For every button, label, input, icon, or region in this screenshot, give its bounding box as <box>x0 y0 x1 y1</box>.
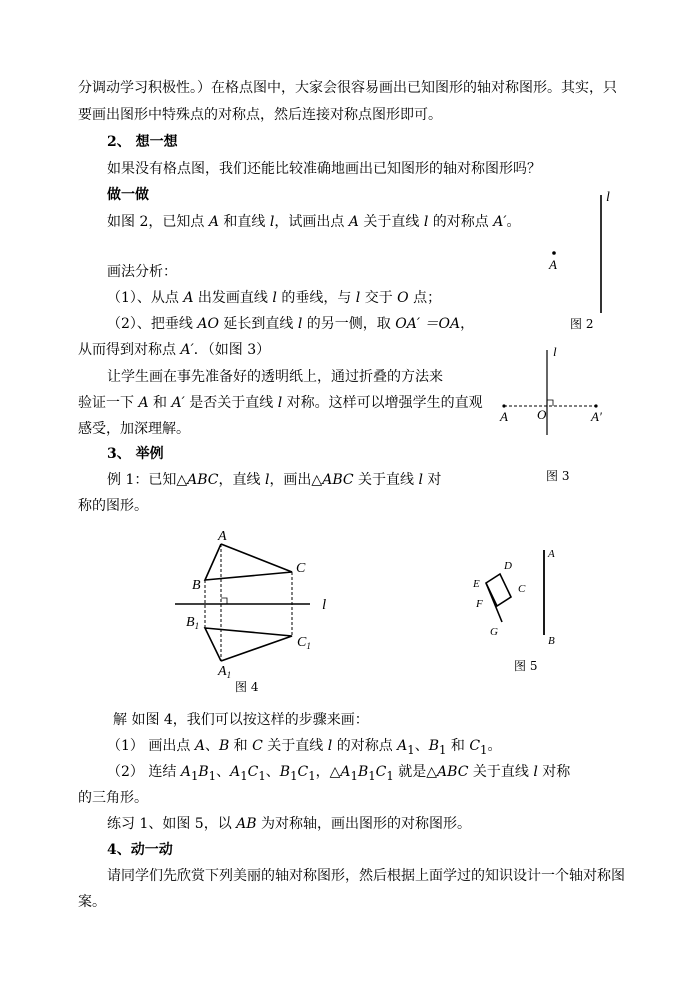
step-3 <box>78 340 270 360</box>
b1-sub: 1 <box>194 621 200 631</box>
var: A′ <box>180 342 194 358</box>
txt: 例 1：已知△ <box>107 472 188 488</box>
label-o: O <box>537 407 547 422</box>
solution-step-2 <box>107 762 570 786</box>
txt: 关于直线 <box>358 214 424 230</box>
var: A <box>194 738 205 754</box>
txt: （2） 连结 <box>107 764 181 780</box>
caption-fig3: 图 3 <box>546 469 570 483</box>
label-a: A <box>549 257 557 272</box>
figure-3 <box>490 340 620 470</box>
var: A <box>230 764 241 780</box>
heading-activity: 4、动一动 <box>107 842 173 858</box>
var: ABC <box>187 472 219 488</box>
label-b: B <box>548 635 555 647</box>
point-a <box>502 404 505 407</box>
var: l <box>272 290 277 306</box>
var: B <box>279 764 291 780</box>
txt: 就是△ <box>393 764 438 780</box>
heading-do: 做一做 <box>107 187 149 203</box>
txt: 、 <box>204 738 219 754</box>
exercise-1 <box>107 814 471 834</box>
var-l: l <box>423 214 429 230</box>
txt: 的对称点 <box>332 738 398 754</box>
point-a-prime <box>594 404 597 407</box>
sub: 1 <box>308 768 316 783</box>
flag-pole <box>486 583 502 622</box>
sub: 1 <box>258 768 266 783</box>
txt: 、 <box>265 764 280 780</box>
example-1-line-1 <box>107 470 441 490</box>
txt: （2）、把垂线 <box>107 316 198 332</box>
var: l <box>327 738 333 754</box>
sub: 1 <box>240 768 248 783</box>
var: B <box>357 764 369 780</box>
var: l <box>355 290 361 306</box>
txt: 关于直线 <box>262 738 328 754</box>
var: A <box>138 395 149 411</box>
txt: 如图 2，已知点 <box>107 214 209 230</box>
label-a: A <box>218 529 227 544</box>
label-c: C <box>518 583 526 595</box>
sub: 1 <box>350 768 358 783</box>
c1-sub: 1 <box>306 641 311 651</box>
txt: 练习 1、如图 5，以 <box>107 816 237 832</box>
txt: ．（如图 3） <box>193 342 271 358</box>
label-b1 <box>186 615 199 631</box>
flag-shape <box>486 574 511 606</box>
caption-fig4: 图 4 <box>235 680 259 694</box>
var: C <box>469 738 481 754</box>
txt: 的对称点 <box>428 214 494 230</box>
var: B <box>198 764 209 780</box>
txt: 关于直线 <box>468 764 534 780</box>
txt: 是否关于直线 <box>184 395 278 411</box>
var-l: l <box>269 214 275 230</box>
txt: 。 <box>487 738 502 754</box>
figure-5 <box>460 540 570 660</box>
c1-letter: C <box>297 635 307 650</box>
label-l: l <box>606 190 610 205</box>
right-angle-mark <box>547 400 553 406</box>
var: O <box>397 290 409 306</box>
para-line-1: 分调动学习积极性。）在格点图中，大家会很容易画出已知图形的轴对称图形。其实，只 <box>78 80 617 96</box>
label-c: C <box>296 561 306 576</box>
txt: ，△ <box>315 764 341 780</box>
step-1 <box>107 288 441 308</box>
txt: 和直线 <box>218 214 270 230</box>
var: B <box>428 738 439 754</box>
a1-sub: 1 <box>226 670 232 680</box>
activity-line-2: 案。 <box>78 894 106 910</box>
var: l <box>297 316 303 332</box>
sub: 1 <box>190 768 199 783</box>
var: C <box>247 764 259 780</box>
para-think: 如果没有格点图，我们还能比较准确地画出已知图形的轴对称图形吗？ <box>107 161 541 177</box>
txt: 、 <box>216 764 231 780</box>
figure-4 <box>170 525 350 685</box>
var: A <box>183 290 194 306</box>
txt: 的垂线，与 <box>276 290 356 306</box>
para-fig2-task <box>107 212 521 232</box>
var: AO <box>197 316 219 332</box>
var: A <box>180 764 191 780</box>
example-1-line-2: 称的图形。 <box>78 498 148 514</box>
label-c1 <box>297 635 311 651</box>
step-2 <box>107 314 474 334</box>
solution-intro: 解 如图 4，我们可以按这样的步骤来画： <box>113 712 369 728</box>
var: A <box>340 764 351 780</box>
verify-line-3: 感受，加深理解。 <box>78 421 190 437</box>
txt: 的另一侧，取 <box>302 316 396 332</box>
point-a <box>552 251 556 255</box>
var: ABC <box>322 472 354 488</box>
txt: 交于 <box>360 290 398 306</box>
txt: 和 <box>229 738 253 754</box>
var: l <box>418 472 423 488</box>
label-a: A <box>548 548 555 560</box>
var: ABC <box>437 764 469 780</box>
txt: 、 <box>414 738 429 754</box>
txt: （1） 画出点 <box>107 738 195 754</box>
txt: 出发画直线 <box>193 290 273 306</box>
var: C <box>375 764 387 780</box>
caption-fig2: 图 2 <box>570 317 594 331</box>
sub: 1 <box>480 742 488 757</box>
txt: 验证一下 <box>78 395 139 411</box>
sub: 1 <box>208 768 217 783</box>
txt: ，试画出点 <box>274 214 349 230</box>
verify-line-1: 让学生画在事先准备好的透明纸上，通过折叠的方法来 <box>107 369 443 385</box>
solution-step-2-cont: 的三角形。 <box>78 790 148 806</box>
var: A <box>397 738 408 754</box>
triangle-a1b1c1 <box>205 628 292 661</box>
label-a: A <box>500 409 508 424</box>
txt: 延长到直线 <box>218 316 298 332</box>
txt: ，画出△ <box>269 472 323 488</box>
var-a-prime: A′ <box>493 214 507 230</box>
txt: 为对称轴，画出图形的对称图形。 <box>256 816 472 832</box>
txt: ，直线 <box>218 472 265 488</box>
sub: 1 <box>439 742 447 757</box>
caption-fig5: 图 5 <box>514 659 538 673</box>
b1-letter: B <box>186 615 195 630</box>
var: l <box>533 764 538 780</box>
triangle-abc <box>205 544 292 580</box>
txt: 对称。这样可以增强学生的直观 <box>282 395 483 411</box>
sub: 1 <box>386 768 394 783</box>
var: B <box>218 738 230 754</box>
label-a-prime: A′ <box>591 409 602 424</box>
activity-line-1: 请同学们先欣赏下列美丽的轴对称图形，然后根据上面学过的知识设计一个轴对称图 <box>107 868 625 884</box>
label-e: E <box>473 578 480 590</box>
label-g: G <box>490 626 498 638</box>
var-a: A <box>208 214 219 230</box>
txt: 点； <box>408 290 442 306</box>
var: C <box>252 738 263 754</box>
var: AB <box>236 816 257 832</box>
var: l <box>277 395 283 411</box>
analysis-label: 画法分析： <box>107 264 177 280</box>
label-b: B <box>192 578 201 593</box>
heading-example: 3、 举例 <box>107 446 164 462</box>
solution-step-1 <box>107 736 501 760</box>
txt: 和 <box>446 738 470 754</box>
txt: （1）、从点 <box>107 290 184 306</box>
heading-think: 2、 想一想 <box>107 134 178 150</box>
label-d: D <box>504 560 512 572</box>
a1-letter: A <box>218 664 227 679</box>
txt: ， <box>460 316 475 332</box>
var: l <box>264 472 270 488</box>
txt: 从而得到对称点 <box>78 342 181 358</box>
label-l: l <box>553 344 557 359</box>
label-f: F <box>476 598 483 610</box>
txt: 和 <box>148 395 172 411</box>
label-a1 <box>217 664 231 680</box>
figure-2 <box>540 185 620 335</box>
txt: 对称 <box>537 764 571 780</box>
verify-line-2 <box>78 393 483 413</box>
txt: 对 <box>422 472 442 488</box>
var: C <box>297 764 309 780</box>
txt: 关于直线 <box>353 472 419 488</box>
sub: 1 <box>290 768 298 783</box>
var: A′ <box>171 395 185 411</box>
var: OA′ ＝OA <box>395 316 461 332</box>
sub: 1 <box>368 768 376 783</box>
para-line-2: 要画出图形中特殊点的对称点，然后连接对称点图形即可。 <box>78 107 442 123</box>
var-a: A <box>348 214 359 230</box>
txt: 。 <box>506 214 521 230</box>
label-l: l <box>322 597 327 613</box>
right-angle-mark <box>221 598 227 604</box>
sub: 1 <box>407 742 415 757</box>
